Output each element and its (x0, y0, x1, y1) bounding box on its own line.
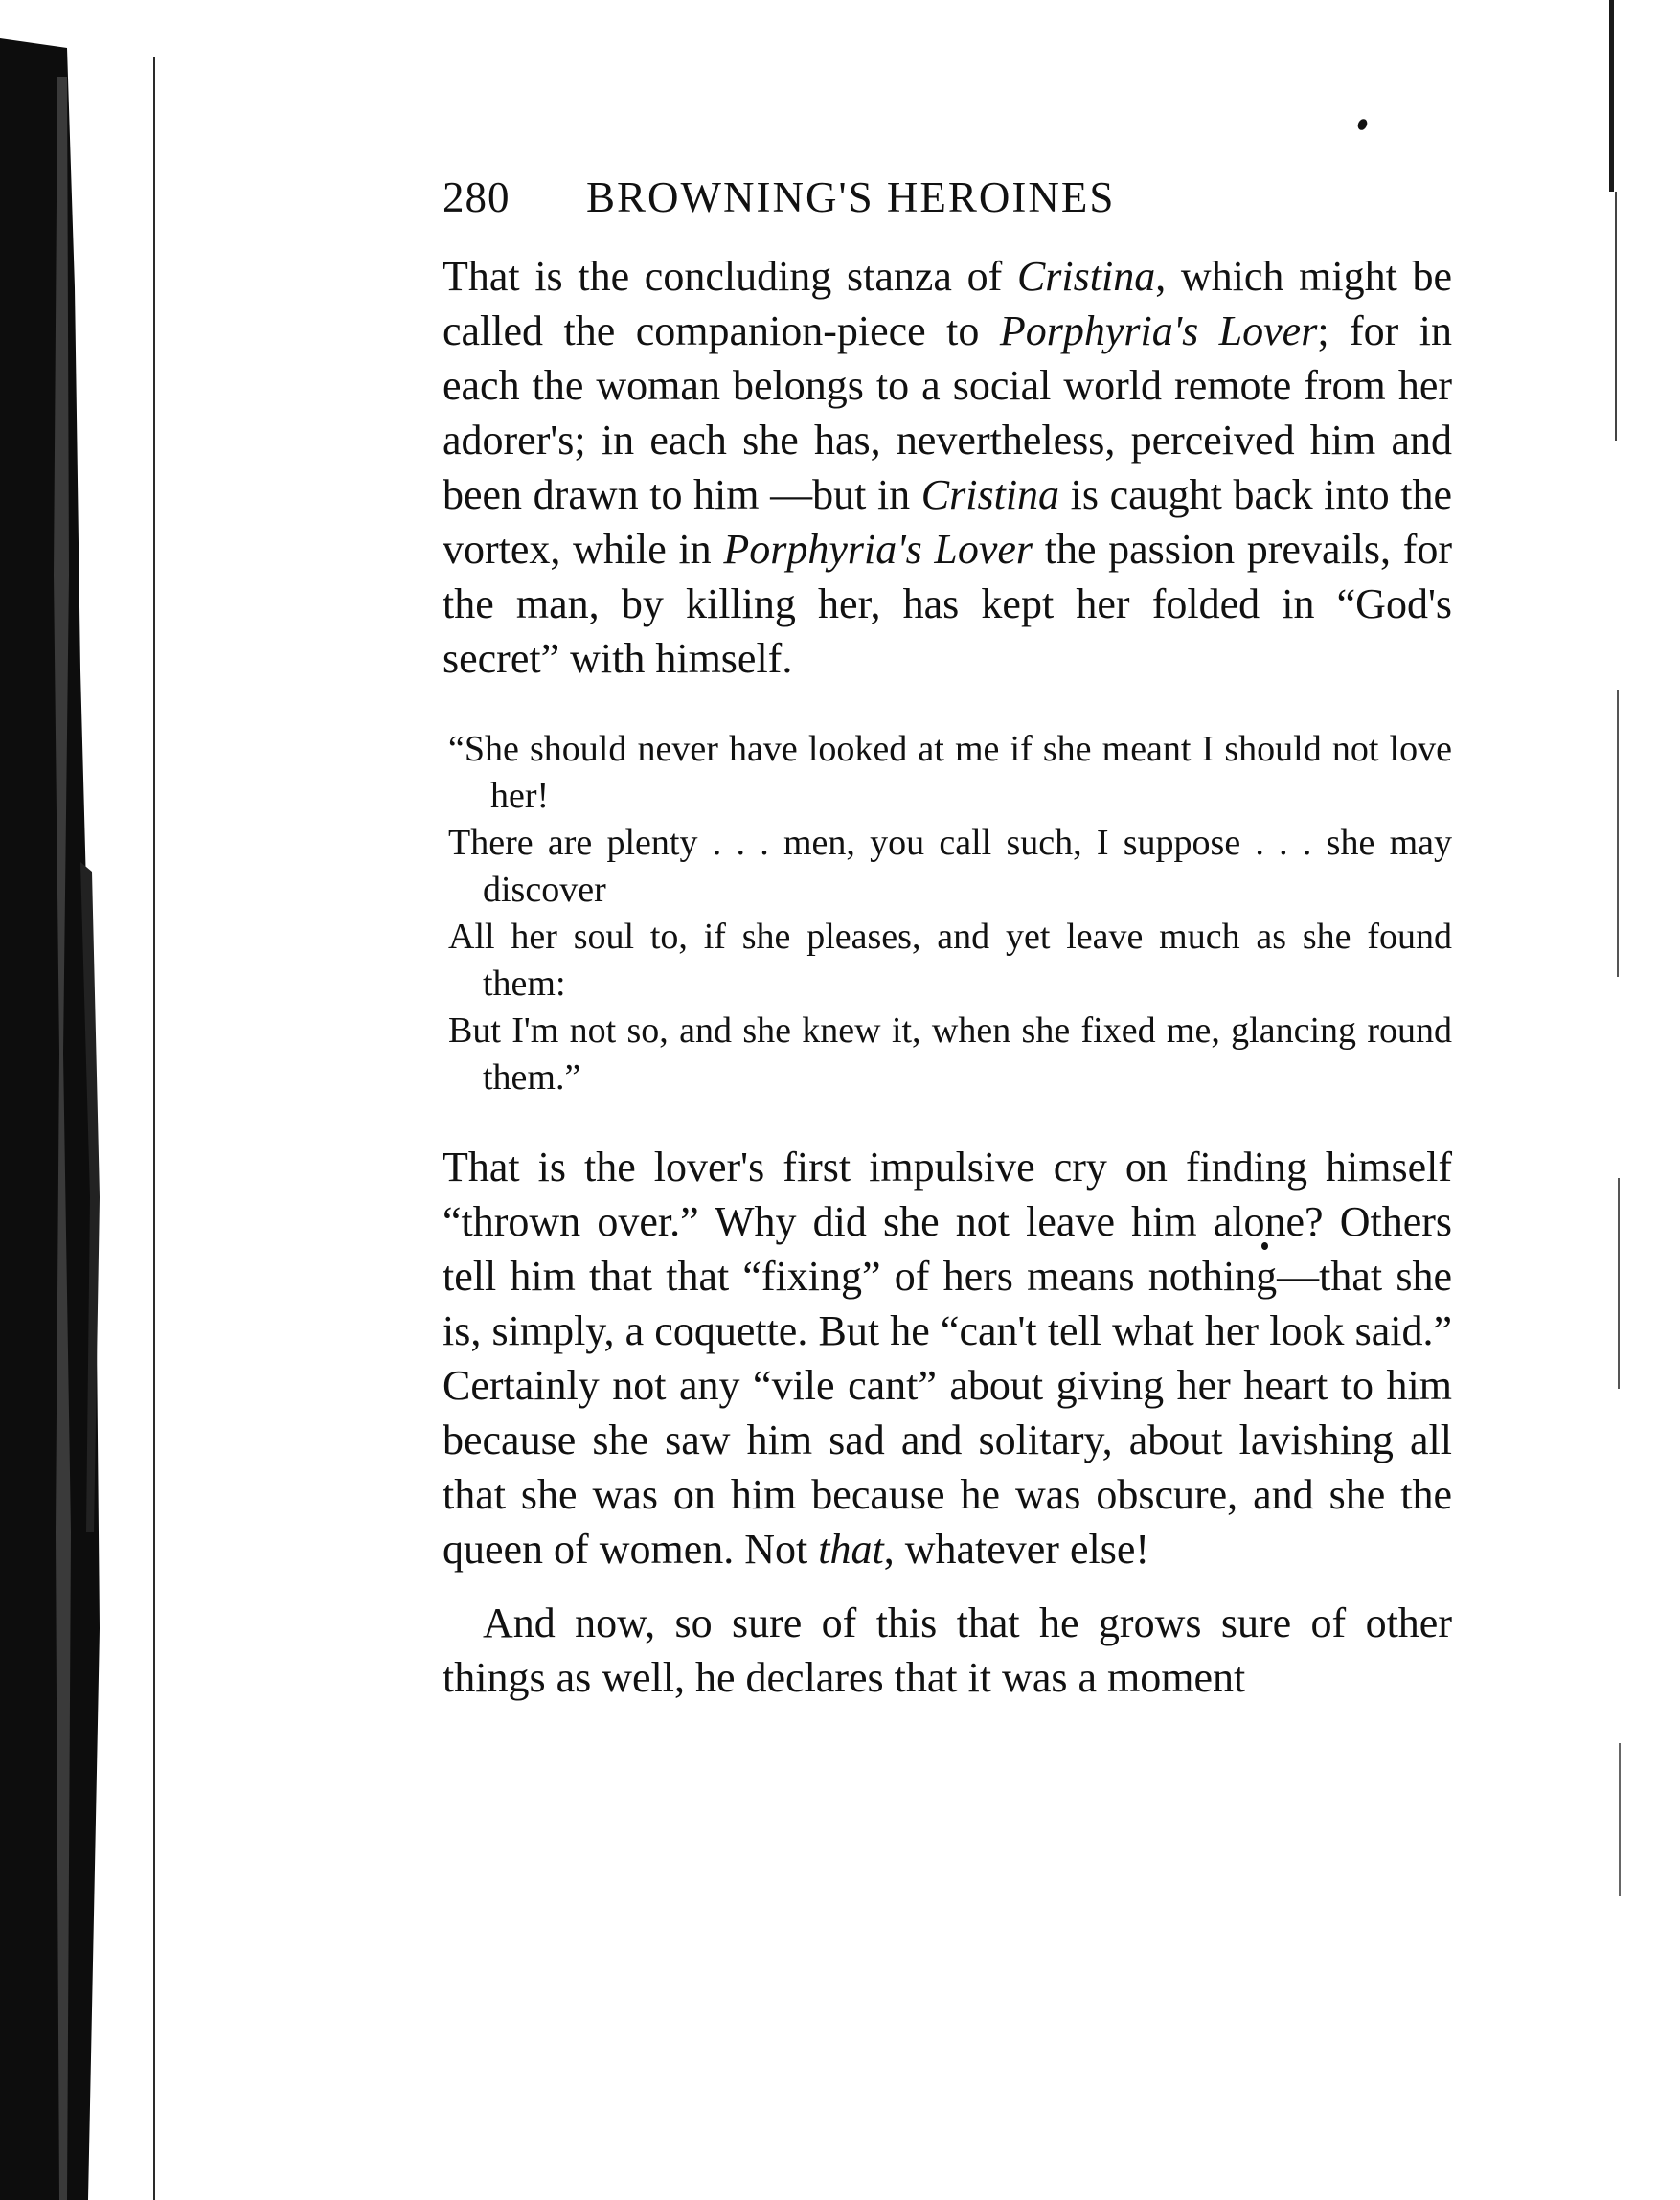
page-border-right (1617, 690, 1619, 977)
verse-quotation (443, 726, 1452, 1101)
page-border-right (1619, 1743, 1621, 1896)
text-run: That is the lover's first impulsive cry on finding himself “thrown over.” Why did she not leave him alone? Others tell him that that “fixing” of hers means nothing—that she is, simply, a coquette. But he “can't tell what her look said.” Certainly not any “vile cant” about giving her heart to him because she saw him sad and solitary, about lavishing all that she was on him because he was obscure, and she the queen of women. Not (443, 1144, 1452, 1573)
text-run: That is the concluding stanza of (443, 253, 1017, 300)
page-border-left (153, 57, 155, 2200)
italic-emphasis: that (818, 1526, 884, 1573)
verse-line: All her soul to, if she pleases, and yet leave much as she found them: (448, 917, 1452, 1004)
page-border-right-top (1609, 0, 1614, 192)
paragraph-3: And now, so sure of this that he grows sure of other things as well, he declares that it was a moment (443, 1599, 1452, 1701)
text-run: , whatever else! (883, 1526, 1150, 1573)
italic-title: Cristina (1016, 253, 1156, 300)
page-border-right (1615, 192, 1617, 441)
page-number: 280 (443, 173, 511, 221)
paragraph-2 (443, 1140, 1452, 1576)
verse-line: There are plenty . . . men, you call such, I suppose . . . she may discover (448, 823, 1452, 910)
text-run: is caught back into the vortex, while in (443, 471, 1452, 573)
verse-line: “She should never have looked at me if she meant I should not love her! (448, 729, 1452, 816)
italic-title: Cristina (920, 471, 1060, 518)
scanned-binding-edge (0, 0, 105, 2200)
page-border-right (1618, 1178, 1620, 1389)
paragraph-1 (443, 249, 1452, 686)
book-page (443, 172, 1452, 1705)
text-run: the passion prevails, for the man, by killing her, has kept her folded in “God's secret” with himself. (443, 526, 1453, 682)
text-run: ; for in each the woman belongs to a social world remote from her adorer's; in each she has, nevertheless, perceived him and been drawn to him —but in (443, 307, 1452, 518)
ink-speck (1356, 118, 1369, 132)
running-header (443, 172, 1452, 249)
text-run: , which might be called the companion-piece to (443, 253, 1453, 354)
italic-title: Porphyria's Lover (723, 526, 1033, 573)
italic-title: Porphyria's Lover (999, 307, 1318, 354)
running-title: BROWNING'S HEROINES (586, 173, 1116, 221)
verse-line: But I'm not so, and she knew it, when she fixed me, glancing round them.” (448, 1010, 1452, 1098)
